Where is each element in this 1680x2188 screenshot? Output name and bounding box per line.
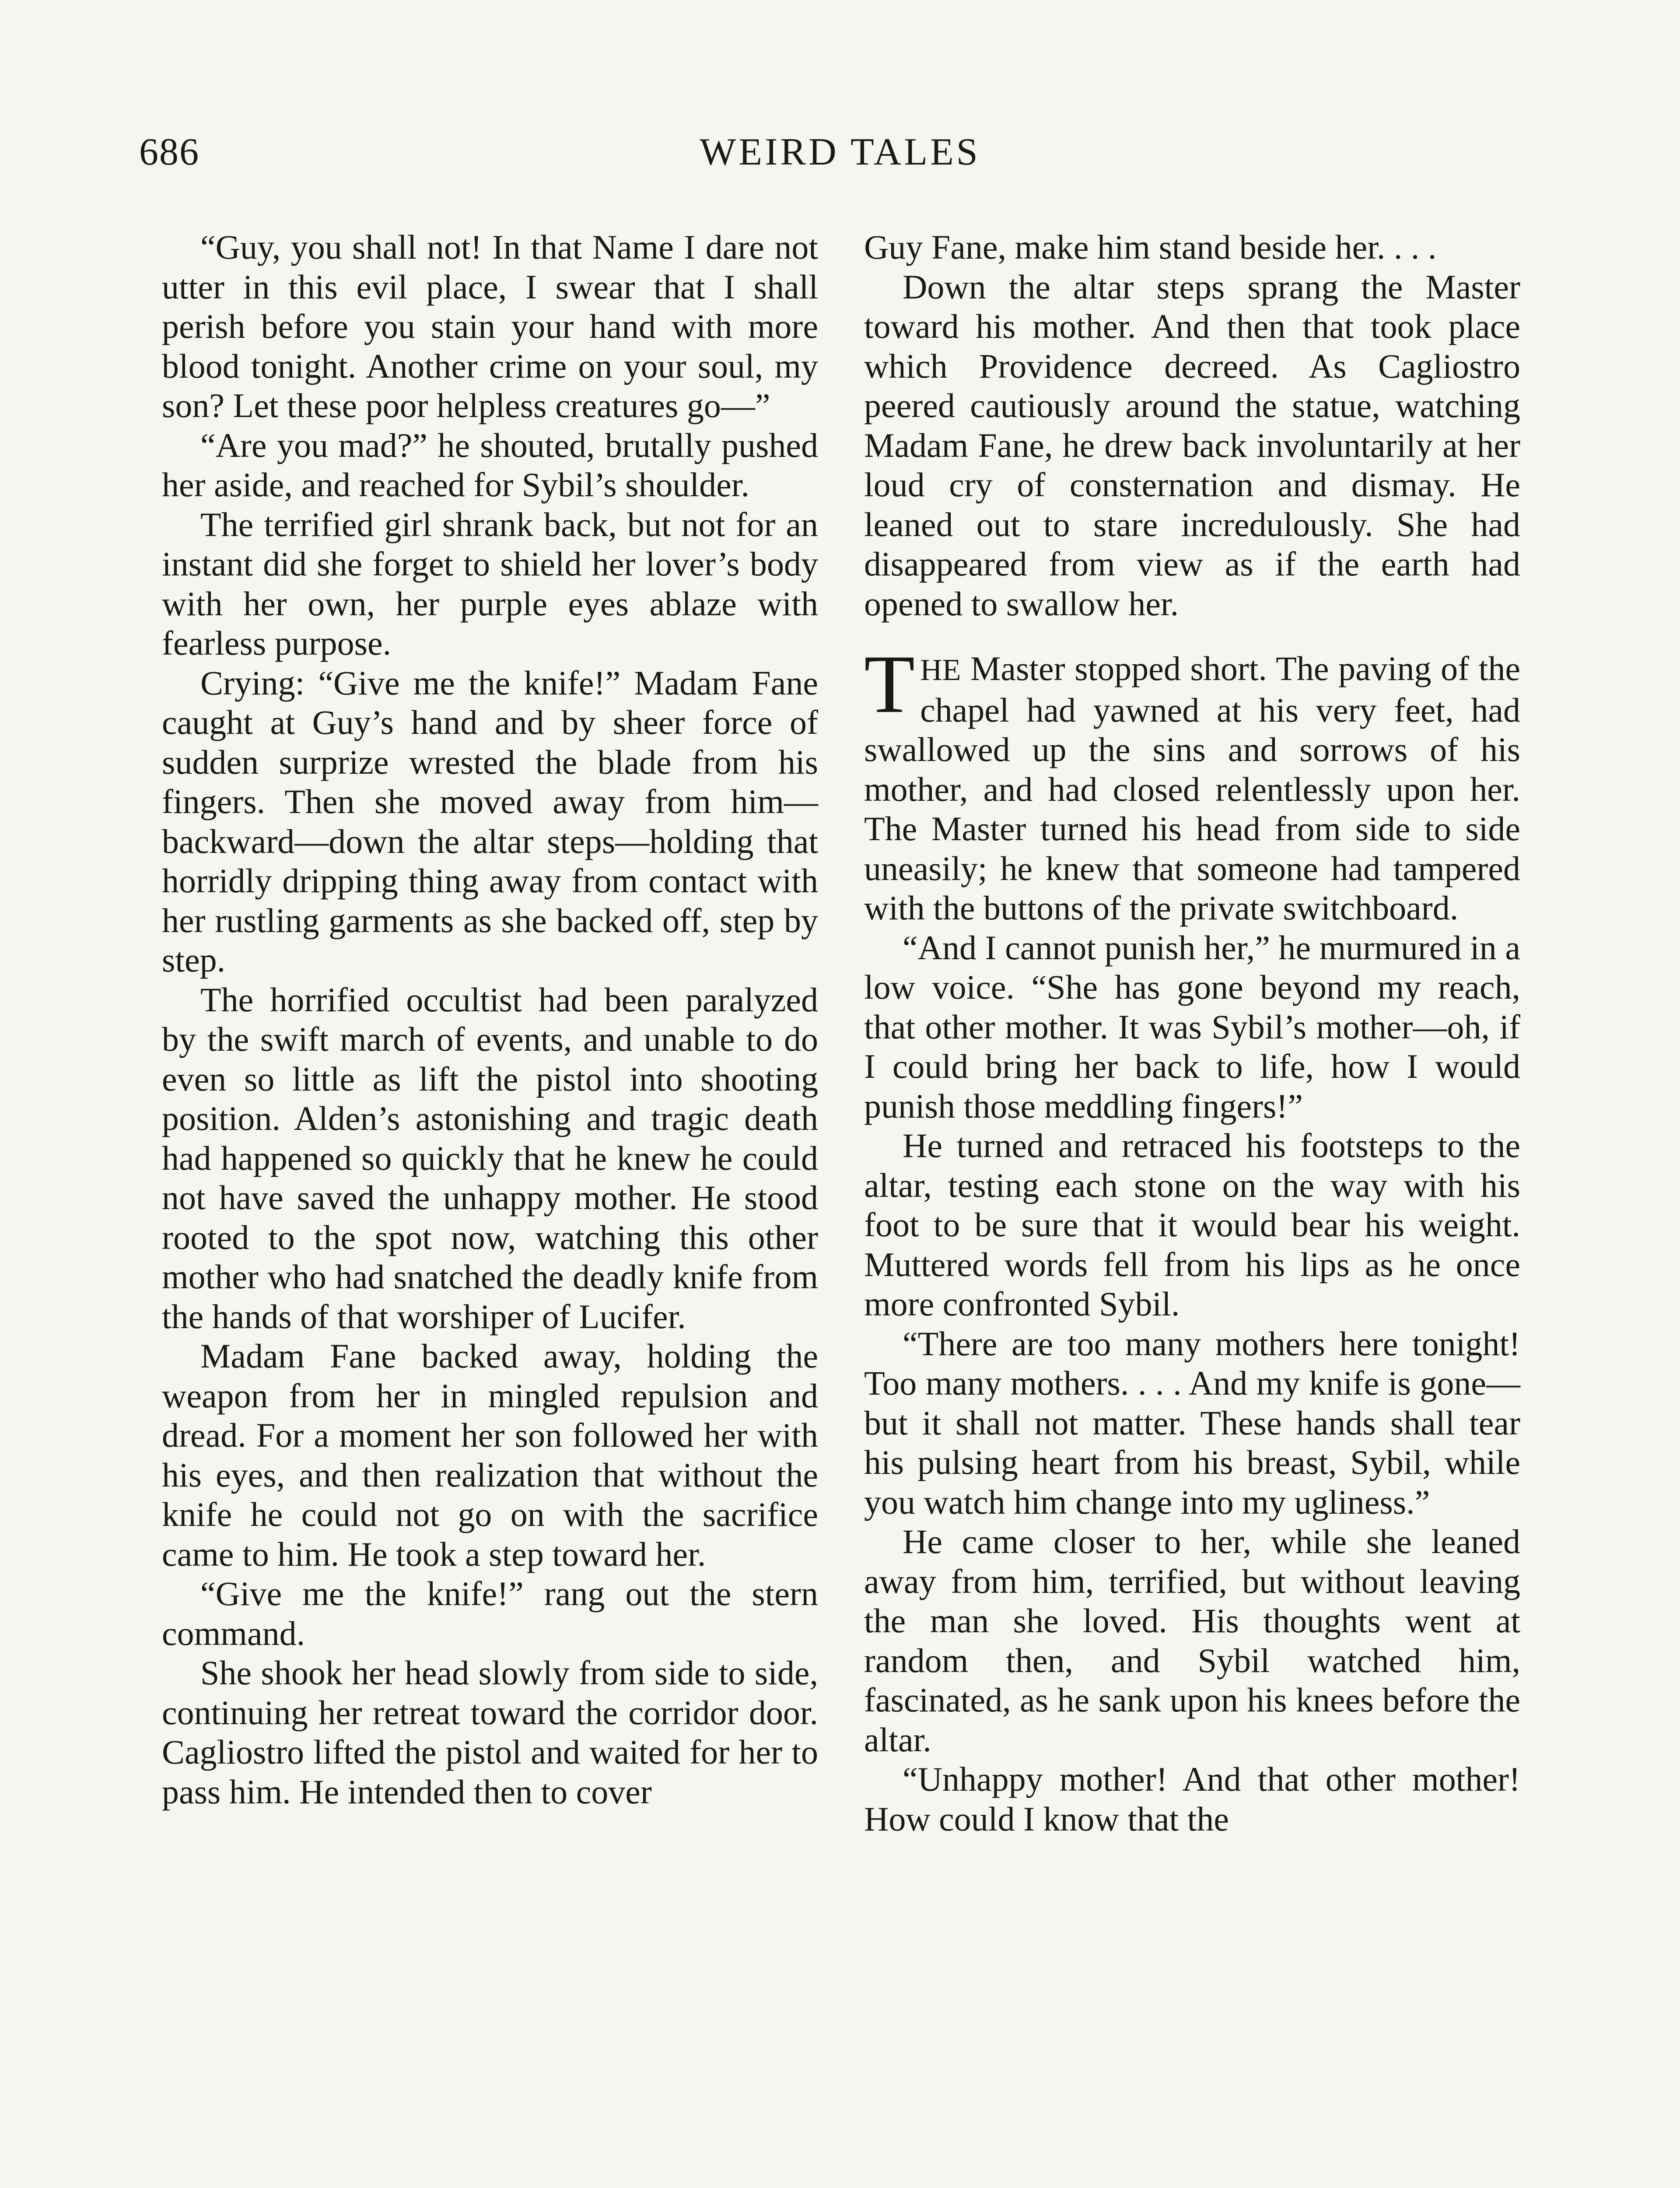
left-column (162, 228, 818, 1812)
paragraph: Madam Fane backed away, holding the weapon from her in mingled repulsion and dread. For a moment her son followed her with his eyes, and then realization that without the knife he could not go on with the sacrifice came to him. He took a step toward her. (162, 1337, 818, 1573)
section-opening-paragraph (864, 638, 1520, 928)
drop-cap: T (864, 638, 915, 730)
paragraph: The horrified occultist had been paralyzed by the swift march of events, and unable to do even so little as lift the pistol into shooting position. Alden’s astonishing and tragic death had happened so quickly that he knew he could not have saved the unhappy mother. He stood rooted to the spot now, watching this other mother who had snatched the deadly knife from the hands of that worshiper of Lucifer. (162, 980, 818, 1336)
page-number: 686 (139, 131, 200, 173)
paragraph: “Give me the knife!” rang out the stern command. (162, 1574, 818, 1652)
paragraph: Down the altar steps sprang the Master toward his mother. And then that took place which Providence decreed. As Cagliostro peered cautiously around the statue, watching Madam Fane, he drew back involuntarily at her loud cry of consternation and dismay. He leaned out to stare incredulously. She had disappeared from view as if the earth had opened to swallow her. (864, 267, 1520, 623)
lead-in-small-caps: HE (920, 653, 961, 687)
paragraph: “There are too many mothers here tonight! Too many mothers. . . . And my knife is gone—but it shall not matter. These hands shall tear his pulsing heart from his breast, Sybil, while you watch him change into my ugliness.” (864, 1324, 1520, 1521)
paragraph: He turned and retraced his footsteps to the altar, testing each stone on the way with his foot to be sure that it would bear his weight. Muttered words fell from his lips as he once more confronted Sybil. (864, 1126, 1520, 1323)
paragraph-continuation: Guy Fane, make him stand beside her. . . . (864, 228, 1437, 266)
lead-in-text: Master stopped short. The paving of the chapel had yawned at his very feet, had swallowed up the sins and sorrows of his mother, and had closed relentlessly upon her. The Master turned his head from side to side uneasily; he knew that someone had tampered with the buttons of the private switchboard. (864, 649, 1520, 927)
running-title: WEIRD TALES (700, 131, 980, 173)
right-column (864, 228, 1520, 1839)
paragraph: “Unhappy mother! And that other mother! How could I know that the (864, 1760, 1520, 1838)
paragraph: “And I cannot punish her,” he murmured in a low voice. “She has gone beyond my reach, that other mother. It was Sybil’s mother—oh, if I could bring her back to life, how I would punish those meddling fingers!” (864, 928, 1520, 1125)
paragraph: The terrified girl shrank back, but not for an instant did she forget to shield her lover’s body with her own, her purple eyes ablaze with fearless purpose. (162, 505, 818, 662)
paragraph: She shook her head slowly from side to side, continuing her retreat toward the corridor door. Cagliostro lifted the pistol and waited for her to pass him. He intended then to cover (162, 1654, 818, 1811)
paragraph: “Guy, you shall not! In that Name I dare not utter in this evil place, I swear that I shall perish before you stain your hand with more blood tonight. Another crime on your soul, my son? Let these poor helpless creatures go—” (162, 228, 818, 424)
paragraph: “Are you mad?” he shouted, brutally pushed her aside, and reached for Sybil’s shoulder. (162, 426, 818, 504)
paragraph: He came closer to her, while she leaned away from him, terrified, but without leaving the man she loved. His thoughts went at random then, and Sybil watched him, fascinated, as he sank upon his knees before the altar. (864, 1522, 1520, 1759)
paragraph: Crying: “Give me the knife!” Madam Fane caught at Guy’s hand and by sheer force of sudden surprize wrested the blade from his fingers. Then she moved away from him—backward—down the altar steps—holding that horridly dripping thing away from contact with her rustling garments as she backed off, step by step. (162, 663, 818, 979)
